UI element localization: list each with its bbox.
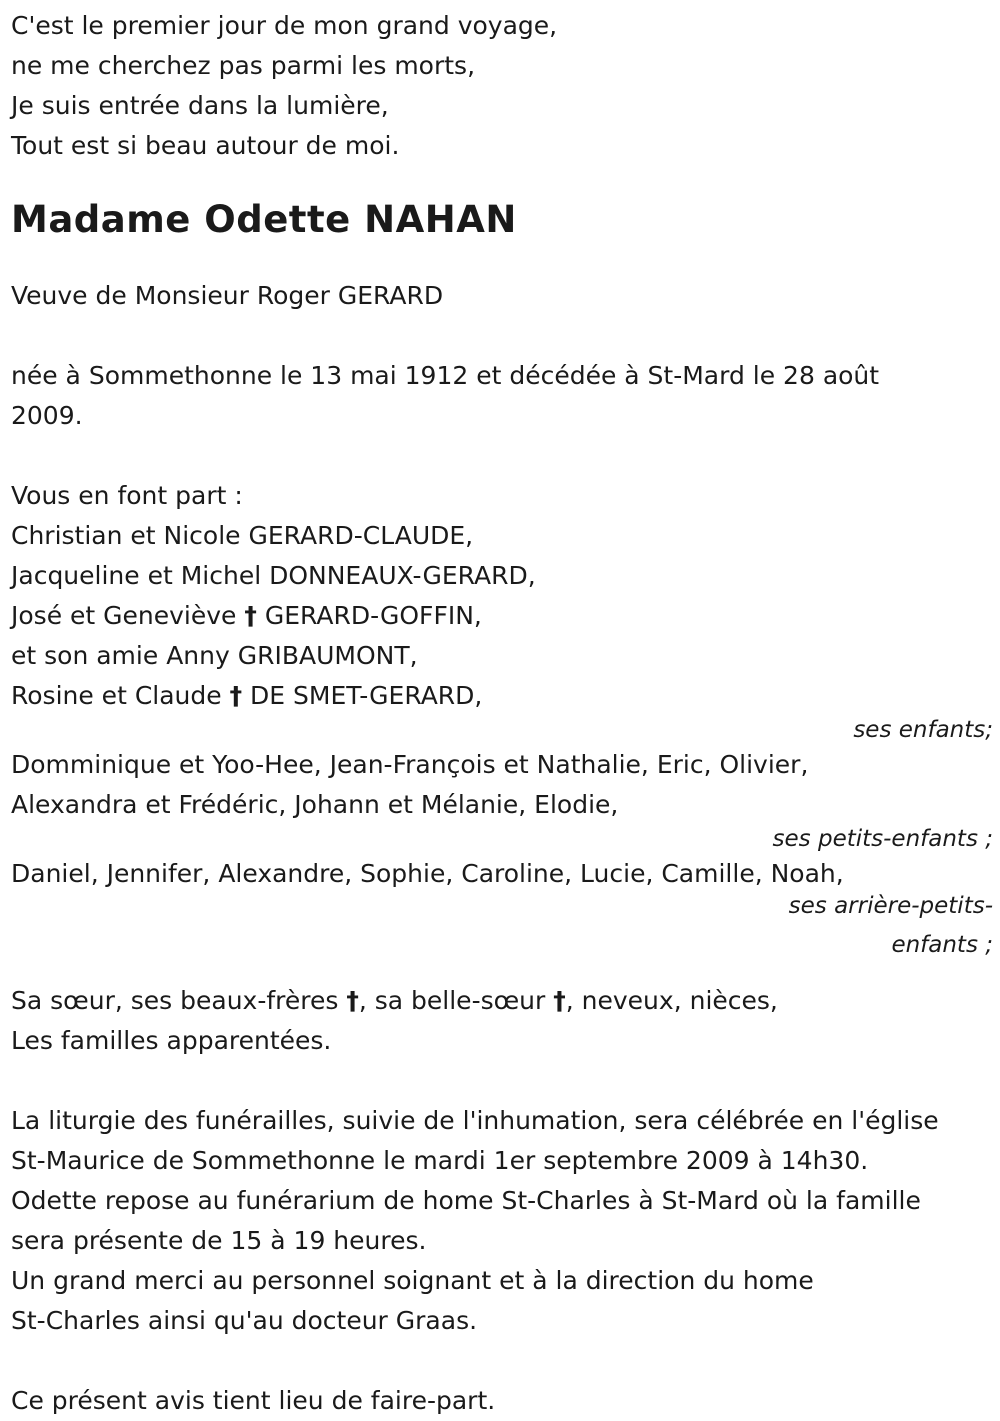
deceased-name: Madame Odette NAHAN — [11, 198, 517, 241]
cross-icon: † — [346, 986, 359, 1015]
role-children: ses enfants; — [853, 717, 993, 743]
child-line: et son amie Anny GRIBAUMONT, — [11, 641, 418, 670]
grandchildren-section — [11, 745, 993, 851]
closing-line: Ce présent avis tient lieu de faire-part. — [11, 1386, 496, 1415]
ceremony-line: St-Charles ainsi qu'au docteur Graas. — [11, 1306, 478, 1335]
child-surname: DE SMET-GERARD, — [242, 681, 483, 710]
spacer — [11, 1061, 993, 1101]
poem-line: Tout est si beau autour de moi. — [11, 131, 400, 160]
spacer — [11, 316, 993, 356]
great-grandchild-line: Daniel, Jennifer, Alexandre, Sophie, Caroline, Lucie, Camille, Noah, — [11, 859, 844, 888]
spacer — [11, 436, 993, 476]
child-names: José et Geneviève — [11, 601, 245, 630]
ceremony-line: sera présente de 15 à 19 heures. — [11, 1226, 427, 1255]
ceremony-line: Un grand merci au personnel soignant et à la direction du home — [11, 1266, 814, 1295]
birth-death-line: née à Sommethonne le 13 mai 1912 et décédée à St-Mard le 28 août — [11, 361, 880, 390]
child-line — [11, 676, 993, 716]
grandchild-line: Domminique et Yoo-Hee, Jean-François et Nathalie, Eric, Olivier, — [11, 750, 809, 779]
poem-line: C'est le premier jour de mon grand voyage, — [11, 11, 558, 40]
relatives-section — [11, 981, 993, 1061]
child-line — [11, 596, 993, 636]
birth-death-line: 2009. — [11, 401, 83, 430]
birth-death-info — [11, 356, 993, 436]
child-line: Jacqueline et Michel DONNEAUX-GERARD, — [11, 561, 536, 590]
poem-line: ne me cherchez pas parmi les morts, — [11, 51, 476, 80]
ceremony-section — [11, 1101, 993, 1341]
announce-label: Vous en font part : — [11, 481, 243, 510]
poem-line: Je suis entrée dans la lumière, — [11, 91, 389, 120]
widow-line: Veuve de Monsieur Roger GERARD — [11, 281, 444, 310]
relatives-text: , neveux, nièces, — [565, 986, 778, 1015]
relatives-line: Les familles apparentées. — [11, 1026, 332, 1055]
ceremony-line: La liturgie des funérailles, suivie de l'inhumation, sera célébrée en l'église — [11, 1106, 939, 1135]
obituary-notice — [11, 6, 993, 1421]
role-grandchildren: ses petits-enfants ; — [772, 826, 993, 852]
child-surname: GERARD-GOFFIN, — [256, 601, 482, 630]
role-wrapper — [766, 887, 993, 965]
relatives-text: Sa sœur, ses beaux-frères — [11, 986, 347, 1015]
child-names: Rosine et Claude — [11, 681, 230, 710]
spacer — [11, 1341, 993, 1381]
grandchild-line: Alexandra et Frédéric, Johann et Mélanie, Elodie, — [11, 790, 619, 819]
role-great-grandchildren: ses arrière-petits-enfants ; — [788, 893, 993, 958]
cross-icon: † — [553, 986, 566, 1015]
ceremony-line: St-Maurice de Sommethonne le mardi 1er septembre 2009 à 14h30. — [11, 1146, 869, 1175]
relatives-line — [11, 981, 993, 1021]
child-line: Christian et Nicole GERARD-CLAUDE, — [11, 521, 474, 550]
cross-icon: † — [244, 601, 257, 630]
relatives-text: , sa belle-sœur — [358, 986, 554, 1015]
cross-icon: † — [229, 681, 243, 710]
ceremony-line: Odette repose au funérarium de home St-Charles à St-Mard où la famille — [11, 1186, 921, 1215]
poem — [11, 6, 993, 166]
children-section — [11, 516, 993, 742]
great-grandchildren-section — [11, 854, 993, 965]
